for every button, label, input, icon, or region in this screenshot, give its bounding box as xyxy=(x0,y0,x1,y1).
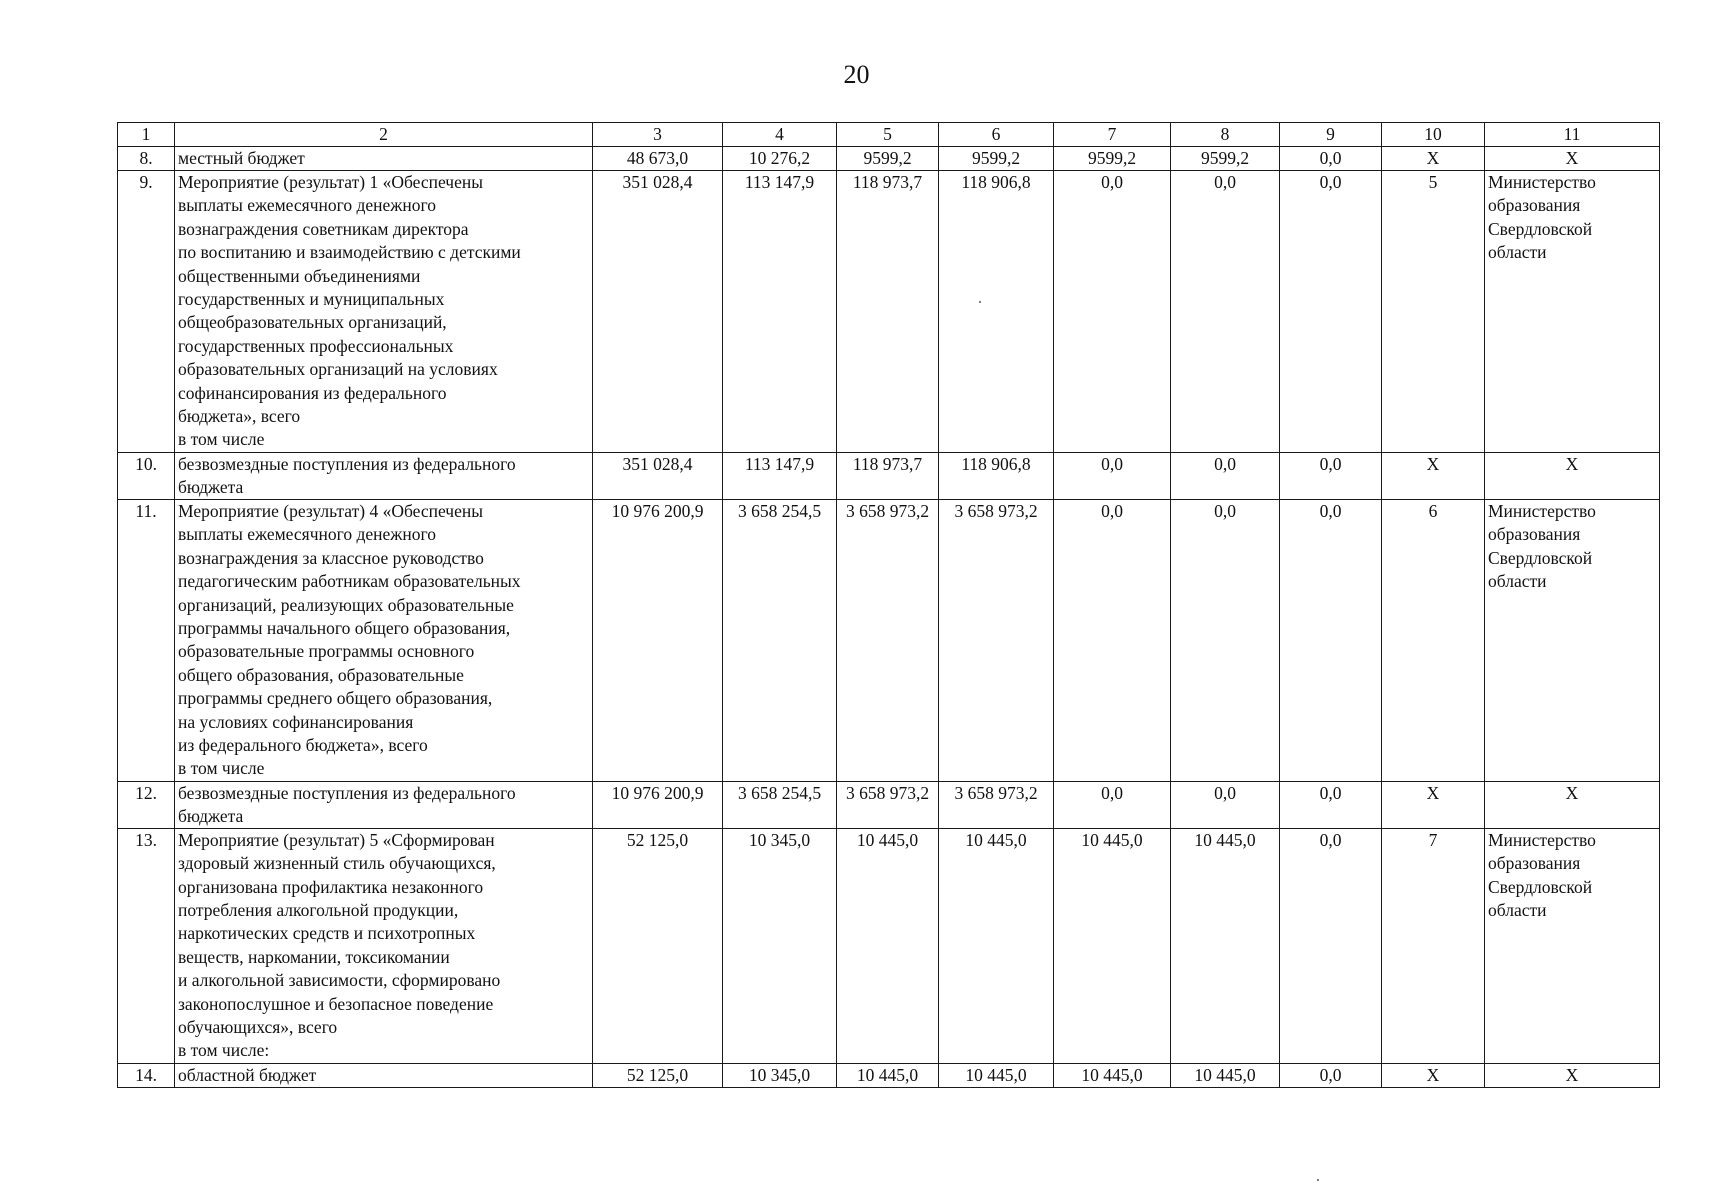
value-cell-5: 118 973,7 xyxy=(837,171,939,453)
table-row xyxy=(118,781,1660,828)
value-cell-8: 10 445,0 xyxy=(1171,828,1280,1063)
value-cell-8: 0,0 xyxy=(1171,171,1280,453)
description-line: программы среднего общего образования, xyxy=(178,688,493,709)
description-line: бюджета xyxy=(178,476,244,497)
responsible-cell xyxy=(1485,171,1660,453)
description-line: педагогическим работникам образовательных xyxy=(178,571,521,592)
header-cell: 2 xyxy=(175,123,593,147)
value-cell-4: 3 658 254,5 xyxy=(723,781,837,828)
value-cell-8: 9599,2 xyxy=(1171,147,1280,171)
row-description xyxy=(175,147,593,171)
value-cell-5: 3 658 973,2 xyxy=(837,499,939,781)
value-cell-4: 10 345,0 xyxy=(723,828,837,1063)
indicator-cell: Х xyxy=(1382,1063,1485,1087)
table-row xyxy=(118,171,1660,453)
description-line: образовательные программы основного xyxy=(178,641,475,662)
description-line: общего образования, образовательные xyxy=(178,664,464,685)
budget-table xyxy=(117,122,1660,1088)
value-cell-4: 113 147,9 xyxy=(723,452,837,499)
description-line: организаций, реализующих образовательные xyxy=(178,594,514,615)
value-cell-5: 10 445,0 xyxy=(837,1063,939,1087)
value-cell-8: 0,0 xyxy=(1171,499,1280,781)
row-number: 8. xyxy=(118,147,175,171)
value-cell-9: 0,0 xyxy=(1280,781,1382,828)
description-line: выплаты ежемесячного денежного xyxy=(178,524,436,545)
value-cell-9: 0,0 xyxy=(1280,147,1382,171)
responsible-line: Х xyxy=(1565,1064,1579,1085)
value-cell-3: 351 028,4 xyxy=(593,452,723,499)
description-line: вознаграждения за классное руководство xyxy=(178,547,484,568)
description-line: в том числе xyxy=(178,758,265,779)
value-cell-3: 351 028,4 xyxy=(593,171,723,453)
row-description xyxy=(175,828,593,1063)
scan-speck xyxy=(979,301,981,303)
responsible-cell xyxy=(1485,828,1660,1063)
value-cell-8: 0,0 xyxy=(1171,452,1280,499)
description-line: местный бюджет xyxy=(178,148,305,168)
value-cell-7: 9599,2 xyxy=(1054,147,1171,171)
value-cell-3: 10 976 200,9 xyxy=(593,781,723,828)
value-cell-7: 10 445,0 xyxy=(1054,1063,1171,1087)
value-cell-6: 3 658 973,2 xyxy=(939,781,1054,828)
table-row xyxy=(118,828,1660,1063)
responsible-line: Министерство xyxy=(1488,172,1596,192)
value-cell-9: 0,0 xyxy=(1280,452,1382,499)
description-line: общеобразовательных организаций, xyxy=(178,312,447,333)
value-cell-9: 0,0 xyxy=(1280,1063,1382,1087)
header-cell: 7 xyxy=(1054,123,1171,147)
value-cell-7: 0,0 xyxy=(1054,171,1171,453)
description-line: на условиях софинансирования xyxy=(178,711,414,732)
responsible-line: области xyxy=(1488,899,1547,920)
responsible-line: Свердловской xyxy=(1488,547,1593,568)
table-row xyxy=(118,147,1660,171)
header-cell: 1 xyxy=(118,123,175,147)
value-cell-7: 0,0 xyxy=(1054,781,1171,828)
header-cell: 3 xyxy=(593,123,723,147)
description-line: и алкогольной зависимости, сформировано xyxy=(178,970,501,991)
description-line: государственных профессиональных xyxy=(178,335,454,356)
responsible-line: Х xyxy=(1565,782,1579,803)
value-cell-3: 10 976 200,9 xyxy=(593,499,723,781)
header-cell: 5 xyxy=(837,123,939,147)
value-cell-3: 52 125,0 xyxy=(593,1063,723,1087)
responsible-line: области xyxy=(1488,242,1547,263)
description-line: в том числе xyxy=(178,429,265,450)
indicator-cell: 5 xyxy=(1382,171,1485,453)
value-cell-8: 10 445,0 xyxy=(1171,1063,1280,1087)
row-description xyxy=(175,499,593,781)
row-number: 10. xyxy=(118,452,175,499)
description-line: бюджета xyxy=(178,805,244,826)
description-line: безвозмездные поступления из федерального xyxy=(178,453,516,474)
responsible-line: Министерство xyxy=(1488,829,1596,850)
table-row xyxy=(118,499,1660,781)
responsible-line: Свердловской xyxy=(1488,218,1593,239)
responsible-line: Х xyxy=(1565,453,1579,474)
page-number: 20 xyxy=(843,60,870,89)
value-cell-7: 0,0 xyxy=(1054,499,1171,781)
row-number: 11. xyxy=(118,499,175,781)
header-cell: 6 xyxy=(939,123,1054,147)
description-line: наркотических средств и психотропных xyxy=(178,923,476,944)
row-number: 9. xyxy=(118,171,175,453)
row-description xyxy=(175,781,593,828)
value-cell-6: 10 445,0 xyxy=(939,1063,1054,1087)
value-cell-6: 118 906,8 xyxy=(939,171,1054,453)
header-cell: 4 xyxy=(723,123,837,147)
value-cell-9: 0,0 xyxy=(1280,499,1382,781)
description-line: бюджета», всего xyxy=(178,406,301,427)
description-line: безвозмездные поступления из федерального xyxy=(178,782,516,803)
table-body xyxy=(118,123,1660,1088)
indicator-cell: 6 xyxy=(1382,499,1485,781)
scan-speck xyxy=(1317,1179,1319,1181)
indicator-cell: 7 xyxy=(1382,828,1485,1063)
description-line: Мероприятие (результат) 5 «Сформирован xyxy=(178,829,495,850)
description-line: вознаграждения советникам директора xyxy=(178,218,469,239)
value-cell-7: 10 445,0 xyxy=(1054,828,1171,1063)
value-cell-4: 3 658 254,5 xyxy=(723,499,837,781)
description-line: Мероприятие (результат) 4 «Обеспечены xyxy=(178,500,483,521)
value-cell-4: 113 147,9 xyxy=(723,171,837,453)
description-line: Мероприятие (результат) 1 «Обеспечены xyxy=(178,172,483,192)
description-line: организована профилактика незаконного xyxy=(178,876,484,897)
header-cell: 11 xyxy=(1485,123,1660,147)
header-cell: 8 xyxy=(1171,123,1280,147)
header-row xyxy=(118,123,1660,147)
description-line: потребления алкогольной продукции, xyxy=(178,899,459,920)
value-cell-4: 10 276,2 xyxy=(723,147,837,171)
value-cell-6: 3 658 973,2 xyxy=(939,499,1054,781)
value-cell-9: 0,0 xyxy=(1280,171,1382,453)
responsible-line: образования xyxy=(1488,853,1581,874)
header-cell: 9 xyxy=(1280,123,1382,147)
value-cell-6: 118 906,8 xyxy=(939,452,1054,499)
responsible-cell xyxy=(1485,452,1660,499)
description-line: веществ, наркомании, токсикомании xyxy=(178,946,450,967)
header-cell: 10 xyxy=(1382,123,1485,147)
description-line: из федерального бюджета», всего xyxy=(178,734,428,755)
responsible-line: образования xyxy=(1488,524,1581,545)
value-cell-3: 52 125,0 xyxy=(593,828,723,1063)
value-cell-3: 48 673,0 xyxy=(593,147,723,171)
row-description xyxy=(175,171,593,453)
description-line: областной бюджет xyxy=(178,1064,317,1085)
row-description xyxy=(175,1063,593,1087)
value-cell-6: 10 445,0 xyxy=(939,828,1054,1063)
description-line: государственных и муниципальных xyxy=(178,289,445,310)
description-line: по воспитанию и взаимодействию с детскими xyxy=(178,242,521,263)
description-line: здоровый жизненный стиль обучающихся, xyxy=(178,853,496,874)
description-line: образовательных организаций на условиях xyxy=(178,359,498,380)
value-cell-6: 9599,2 xyxy=(939,147,1054,171)
responsible-line: области xyxy=(1488,571,1547,592)
row-number: 13. xyxy=(118,828,175,1063)
value-cell-4: 10 345,0 xyxy=(723,1063,837,1087)
table-row xyxy=(118,1063,1660,1087)
description-line: обучающихся», всего xyxy=(178,1017,338,1037)
indicator-cell: Х xyxy=(1382,147,1485,171)
indicator-cell: Х xyxy=(1382,781,1485,828)
row-description xyxy=(175,452,593,499)
row-number: 14. xyxy=(118,1063,175,1087)
value-cell-5: 10 445,0 xyxy=(837,828,939,1063)
responsible-cell xyxy=(1485,499,1660,781)
description-line: общественными объединениями xyxy=(178,265,421,286)
value-cell-5: 3 658 973,2 xyxy=(837,781,939,828)
indicator-cell: Х xyxy=(1382,452,1485,499)
responsible-line: Х xyxy=(1565,148,1579,168)
description-line: законопослушное и безопасное поведение xyxy=(178,993,494,1014)
description-line: софинансирования из федерального xyxy=(178,382,447,403)
row-number: 12. xyxy=(118,781,175,828)
value-cell-9: 0,0 xyxy=(1280,828,1382,1063)
value-cell-7: 0,0 xyxy=(1054,452,1171,499)
description-line: программы начального общего образования, xyxy=(178,617,511,638)
responsible-line: образования xyxy=(1488,195,1581,216)
responsible-line: Свердловской xyxy=(1488,876,1593,897)
responsible-line: Министерство xyxy=(1488,500,1596,521)
responsible-cell xyxy=(1485,1063,1660,1087)
value-cell-5: 9599,2 xyxy=(837,147,939,171)
responsible-cell xyxy=(1485,147,1660,171)
description-line: выплаты ежемесячного денежного xyxy=(178,195,436,216)
table-row xyxy=(118,452,1660,499)
responsible-cell xyxy=(1485,781,1660,828)
value-cell-5: 118 973,7 xyxy=(837,452,939,499)
description-line: в том числе: xyxy=(178,1040,270,1061)
value-cell-8: 0,0 xyxy=(1171,781,1280,828)
